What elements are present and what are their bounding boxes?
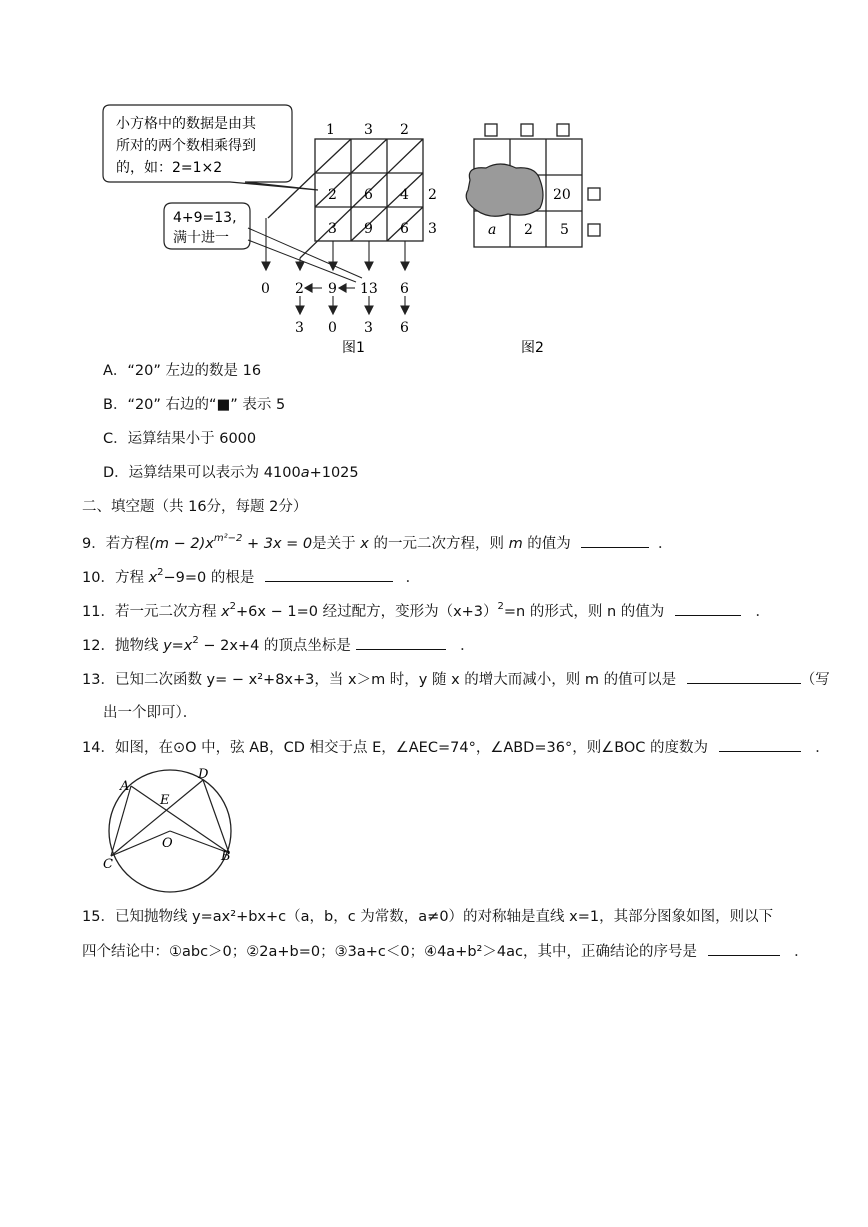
fig2-caption: 图2 xyxy=(521,340,544,356)
fig1-b1-6: 6 xyxy=(400,281,409,297)
q12-end: ． xyxy=(460,638,475,654)
label-B: B xyxy=(221,849,231,864)
circle-chord-figure xyxy=(98,765,243,897)
option-d-pre: D．运算结果可以表示为 4100 xyxy=(103,465,301,481)
q12-answer-blank[interactable] xyxy=(356,635,446,650)
question-13-line1 xyxy=(82,669,830,690)
fig1-right-1: 2 xyxy=(428,187,437,203)
question-12: 12．抛物线 $y=x^2 - 2x+4$ 的顶点坐标是 ． xyxy=(82,635,475,654)
fig1-r1c2: 6 xyxy=(364,187,373,203)
fig1-top-1: 1 xyxy=(326,122,335,138)
fig1-caption: 图1 xyxy=(342,340,365,356)
q13-tail: （写 xyxy=(800,672,830,688)
q14-end: ． xyxy=(815,740,830,756)
q9-x: x xyxy=(360,536,369,552)
question-11: 11．若一元二次方程 $x^2+6x - 1=0$ 经过配方，变形为$(x+3)^2=n$ 的形式，则 n 的值为 ． xyxy=(82,601,770,620)
q9-mid2: 的一元二次方程，则 xyxy=(368,536,509,552)
q13-text: 13．已知二次函数 y= − x²+8x+3，当 x＞m 时，y 随 x 的增大而减小，则 m 的值可以是 xyxy=(82,672,677,688)
q9-pre: 9．若方程 xyxy=(82,536,150,552)
fig1-b2-0: 0 xyxy=(328,320,337,336)
fig1-right-2: 3 xyxy=(428,221,437,237)
lattice-multiplication-figure xyxy=(95,100,615,360)
option-d-var: a xyxy=(300,465,310,481)
q13-answer-blank[interactable] xyxy=(687,669,801,684)
label-C: C xyxy=(103,857,113,872)
fig1-b2-6: 6 xyxy=(400,320,409,336)
q11-end: ． xyxy=(755,604,770,620)
option-b: B．“20” 右边的“■” 表示 5 xyxy=(103,397,286,413)
q12-pre: 12．抛物线 xyxy=(82,638,164,654)
q9-post: 的值为 xyxy=(522,536,571,552)
fig1-top-3: 2 xyxy=(400,122,409,138)
fig1-r2c1: 3 xyxy=(328,221,337,237)
q15-line2-text: 四个结论中：①abc＞0；②2a+b=0；③3a+c＜0；④4a+b²＞4ac，其中，正确结论的序号是 xyxy=(82,944,697,960)
fig1-b2-3: 3 xyxy=(295,320,304,336)
q10-pre: 10．方程 xyxy=(82,570,149,586)
q14-text: 14．如图，在⊙O 中，弦 AB，CD 相交于点 E，∠AEC=74°，∠ABD=36°，则∠BOC 的度数为 xyxy=(82,740,709,756)
fig1-r2c2: 9 xyxy=(364,221,373,237)
option-d-post: +1025 xyxy=(309,465,359,481)
option-a: A．“20” 左边的数是 16 xyxy=(103,363,262,379)
q14-answer-blank[interactable] xyxy=(719,737,801,752)
q9-equation: $(m - 2)x^{m^2-2} + 3x = 0$ xyxy=(149,533,313,552)
q10-mid: −9=0 的根是 xyxy=(163,570,255,586)
q9-end: ． xyxy=(658,536,673,552)
q12-mid: − 2x+4 的顶点坐标是 xyxy=(198,638,351,654)
option-d xyxy=(103,463,359,483)
label-A: A xyxy=(120,779,130,794)
section-fill-in-title: 二、填空题（共 16分，每题 2分） xyxy=(82,499,308,515)
fig1-b1-2: 2 xyxy=(295,281,304,297)
callout-top-line3: 的，如：2=1×2 xyxy=(116,160,223,176)
q10-end: ． xyxy=(405,570,421,586)
q11-pre: 11．若一元二次方程 xyxy=(82,604,222,620)
fig1-b2-3b: 3 xyxy=(364,320,373,336)
question-14 xyxy=(82,737,830,758)
q15-end: ． xyxy=(794,944,809,960)
question-13-line2: 出一个即可）． xyxy=(103,705,198,721)
fig1-b1-0: 0 xyxy=(261,281,270,297)
label-D: D xyxy=(198,767,209,782)
callout-top-line2: 所对的两个数相乘得到 xyxy=(116,138,256,154)
fig1-r1c3: 4 xyxy=(400,187,409,203)
option-c: C．运算结果小于 6000 xyxy=(103,431,257,447)
fig1-b1-13: 13 xyxy=(360,281,378,297)
q10-answer-blank[interactable] xyxy=(265,567,393,582)
callout-small-line1: 4+9=13, xyxy=(173,210,237,226)
q11-mid: +6x − 1=0 经过配方，变形为（x+3） xyxy=(236,604,498,620)
q9-mid: 是关于 xyxy=(312,536,361,552)
label-O: O xyxy=(162,836,173,851)
q11-answer-blank[interactable] xyxy=(675,601,741,616)
question-10: 10．方程 $x^2-9=0$ 的根是 ． xyxy=(82,567,421,586)
fig1-top-2: 3 xyxy=(364,122,373,138)
q9-m: m xyxy=(508,536,523,552)
fig2-cell-20: 20 xyxy=(553,187,571,203)
fig2-cell-a: a xyxy=(488,222,497,238)
q15-answer-blank[interactable] xyxy=(708,941,780,956)
question-9 xyxy=(82,533,673,554)
fig1-r1c1: 2 xyxy=(328,187,337,203)
callout-top-line1: 小方格中的数据是由其 xyxy=(116,116,256,132)
question-15-line2 xyxy=(82,941,809,962)
q9-answer-blank[interactable] xyxy=(581,533,649,548)
fig1-b1-9: 9 xyxy=(328,281,337,297)
q11-mid2: =n 的形式，则 n 的值为 xyxy=(503,604,665,620)
callout-small-line2: 满十进一 xyxy=(173,230,229,246)
fig2-cell-5: 5 xyxy=(560,222,569,238)
question-15-line1: 15．已知抛物线 y=ax²+bx+c（a，b，c 为常数，a≠0）的对称轴是直线 x=1，其部分图象如图，则以下 xyxy=(82,909,774,925)
fig1-r2c3: 6 xyxy=(400,221,409,237)
label-E: E xyxy=(160,793,170,808)
fig2-ink-blot xyxy=(466,164,543,216)
fig2-cell-2: 2 xyxy=(524,222,533,238)
